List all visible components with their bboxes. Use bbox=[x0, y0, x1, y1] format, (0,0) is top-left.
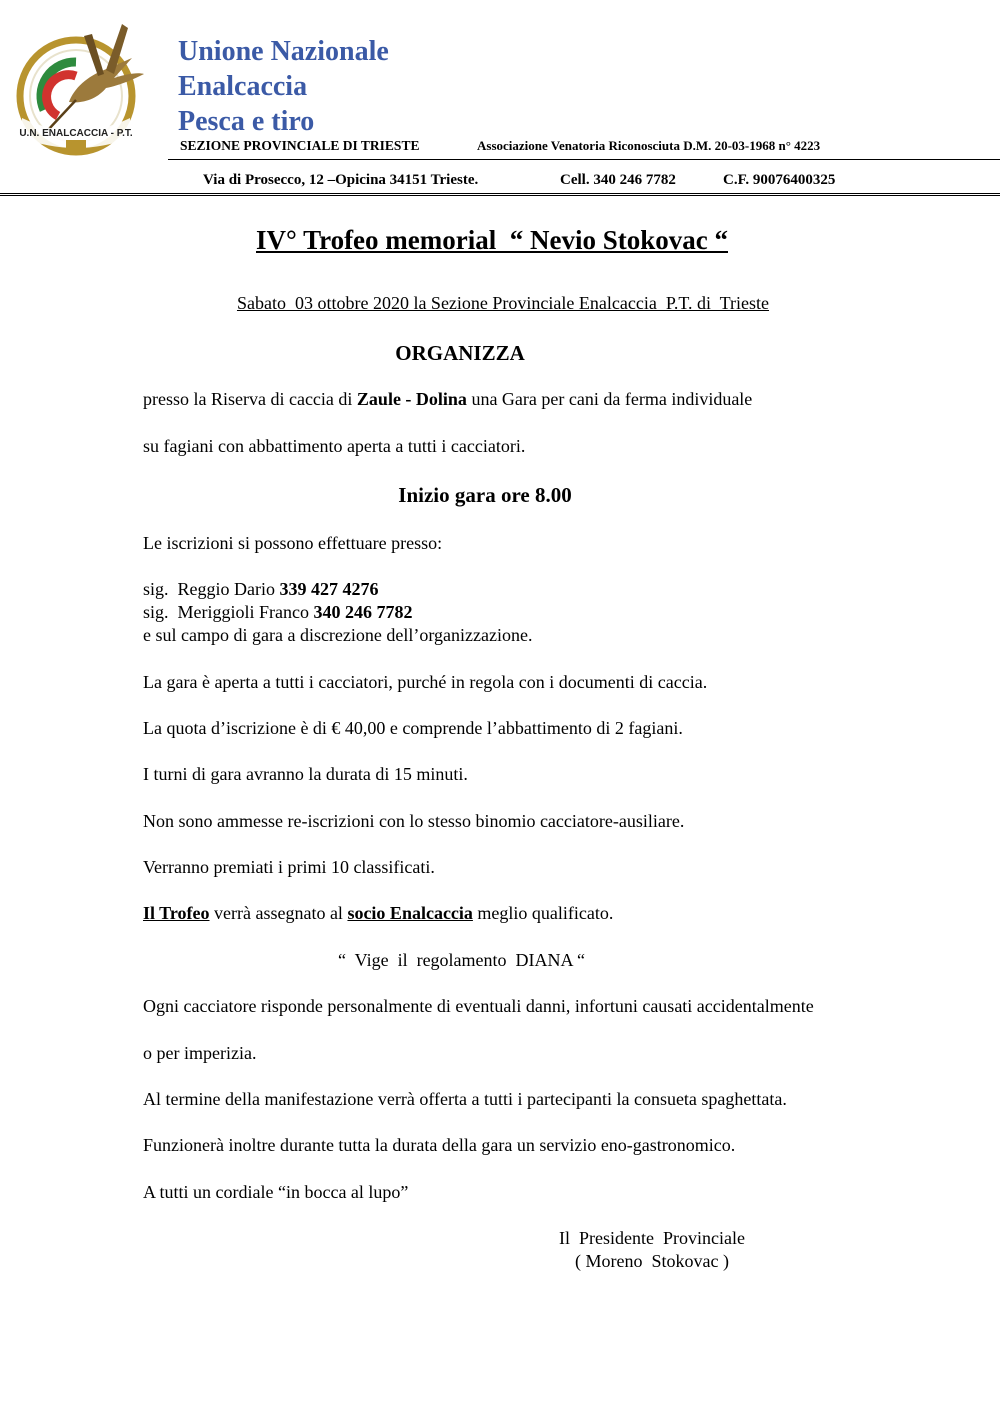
tax-code: C.F. 90076400325 bbox=[723, 172, 836, 188]
closing-line: Funzionerà inoltre durante tutta la durata della gara un servizio eno-gastronomico. bbox=[143, 1135, 736, 1155]
contact-line: sig. Meriggioli Franco 340 246 7782 bbox=[143, 602, 413, 622]
signature-role: Il Presidente Provinciale bbox=[559, 1228, 745, 1248]
rule-line: Verranno premiati i primi 10 classificati. bbox=[143, 857, 435, 877]
address: Via di Prosecco, 12 –Opicina 34151 Trieste. bbox=[203, 172, 479, 188]
member-label: socio Enalcaccia bbox=[347, 903, 473, 923]
org-name-line1: Unione Nazionale bbox=[178, 36, 389, 67]
rule-line: La gara è aperta a tutti i cacciatori, purché in regola con i documenti di caccia. bbox=[143, 672, 708, 692]
rule-line: I turni di gara avranno la durata di 15 minuti. bbox=[143, 764, 468, 784]
start-time: Inizio gara ore 8.00 bbox=[398, 483, 572, 507]
header-double-rule bbox=[0, 193, 1000, 199]
header-rule bbox=[168, 159, 1000, 160]
org-name-line2: Enalcaccia bbox=[178, 71, 308, 102]
signature-name: ( Moreno Stokovac ) bbox=[575, 1251, 729, 1271]
liability-line: Ogni cacciatore risponde personalmente di eventuali danni, infortuni causati accidentalmente bbox=[143, 996, 814, 1016]
logo-text: U.N. ENALCACCIA - P.T. bbox=[19, 128, 133, 139]
contact-phone: 339 427 4276 bbox=[279, 579, 379, 599]
regulation-note: “ Vige il regolamento DIANA “ bbox=[338, 950, 586, 970]
section-name: SEZIONE PROVINCIALE DI TRIESTE bbox=[180, 138, 420, 153]
enalcaccia-logo bbox=[14, 18, 150, 158]
trophy-line: Il Trofeo verrà assegnato al socio Enalcaccia meglio qualificato. bbox=[143, 903, 614, 923]
intro-line: Sabato 03 ottobre 2020 la Sezione Provinciale Enalcaccia P.T. di Trieste bbox=[236, 293, 770, 313]
event-description-line: su fagiani con abbattimento aperta a tutti i cacciatori. bbox=[143, 436, 526, 456]
rule-line: Non sono ammesse re-iscrizioni con lo stesso binomio cacciatore-ausiliare. bbox=[143, 811, 685, 831]
event-location-line: presso la Riserva di caccia di Zaule - Dolina una Gara per cani da ferma individuale bbox=[143, 389, 753, 409]
rule-line: La quota d’iscrizione è di € 40,00 e comprende l’abbattimento di 2 fagiani. bbox=[143, 718, 683, 738]
page-title: IV° Trofeo memorial “ Nevio Stokovac “ bbox=[256, 225, 728, 255]
closing-line: Al termine della manifestazione verrà offerta a tutti i partecipanti la consueta spaghettata. bbox=[143, 1089, 787, 1109]
reserve-name: Zaule - Dolina bbox=[356, 389, 467, 409]
association-info: Associazione Venatoria Riconosciuta D.M. 20-03-1968 n° 4223 bbox=[477, 138, 821, 153]
org-name-line3: Pesca e tiro bbox=[178, 106, 315, 137]
contact-line: sig. Reggio Dario 339 427 4276 bbox=[143, 579, 379, 599]
phone: Cell. 340 246 7782 bbox=[560, 172, 676, 188]
contact-phone: 340 246 7782 bbox=[313, 602, 413, 622]
organizza-heading: ORGANIZZA bbox=[395, 341, 525, 365]
trophy-label: Il Trofeo bbox=[143, 903, 210, 923]
contacts-note: e sul campo di gara a discrezione dell’organizzazione. bbox=[143, 625, 533, 645]
registration-intro: Le iscrizioni si possono effettuare presso: bbox=[143, 533, 443, 553]
liability-line: o per imperizia. bbox=[143, 1043, 257, 1063]
closing-line: A tutti un cordiale “in bocca al lupo” bbox=[143, 1182, 409, 1202]
